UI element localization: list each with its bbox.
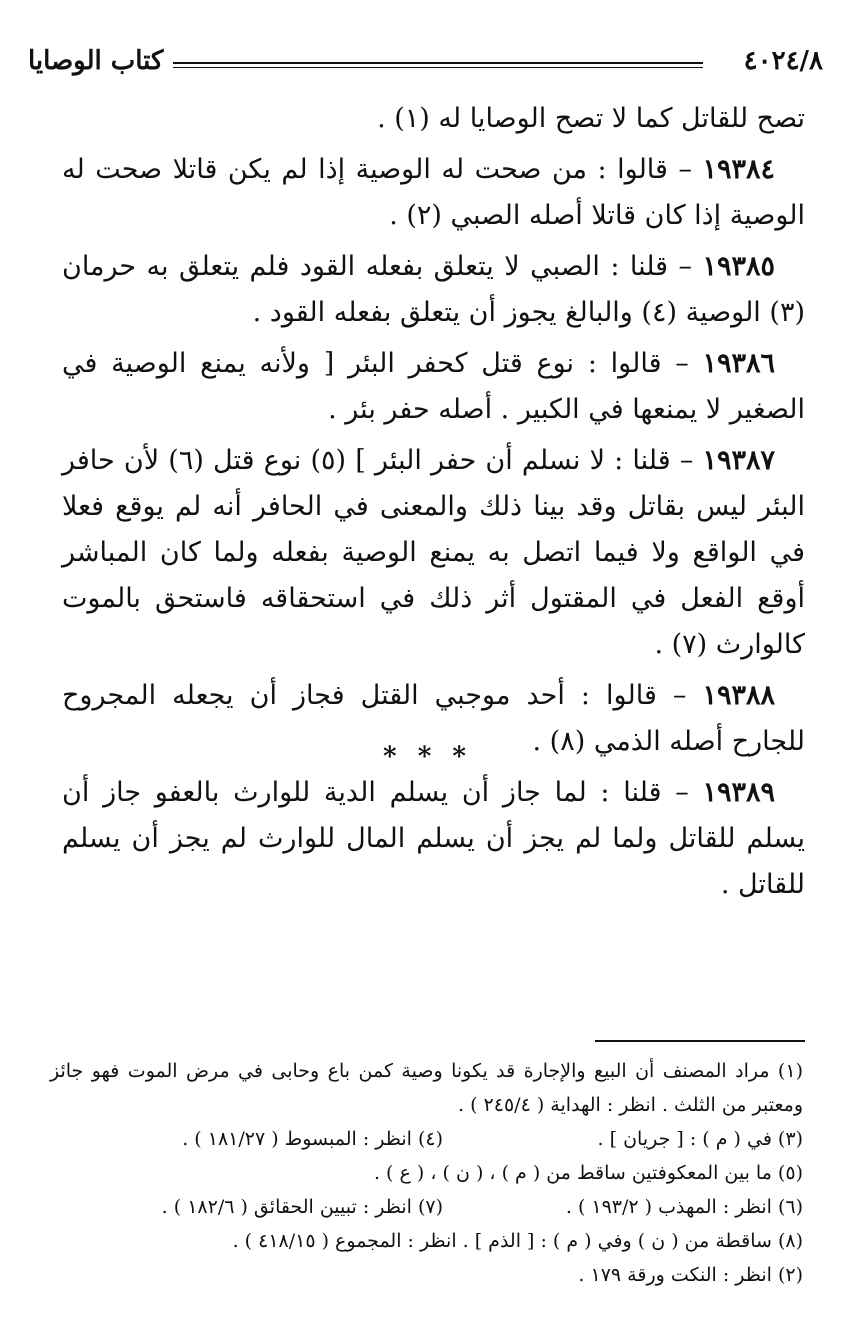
footnote: (٤) انظر : المبسوط ( ١٨١/٢٧ ) .: [182, 1128, 443, 1150]
footnote-row: [50, 1156, 803, 1190]
paragraph-text: – قلنا : لما جاز أن يسلم الدية للوارث بالعفو جاز أن يسلم للقاتل ولما لم يجز أن يسلم المال للوارث لم يجز أن يسلم للقاتل .: [62, 777, 805, 900]
paragraph-text: – قلنا : الصبي لا يتعلق بفعله القود فلم يتعلق به حرمان (٣) الوصية (٤) والبالغ يجوز أن يتعلق بفعله القود .: [62, 251, 805, 328]
footnote: (٦) انظر : المهذب ( ١٩٣/٢ ) .: [565, 1196, 803, 1218]
paragraph-number: ١٩٣٨٦: [702, 348, 775, 379]
page-number: ٤٠٢٤/٨: [743, 46, 823, 76]
paragraph: [62, 770, 805, 908]
footnote-row: [50, 1258, 803, 1292]
paragraph-number: ١٩٣٨٩: [702, 777, 775, 808]
footnote: (٣) في ( م ) : [ جريان ] .: [597, 1128, 803, 1150]
book-title: كتاب الوصايا: [28, 46, 164, 76]
paragraph-text: – قالوا : من صحت له الوصية إذا لم يكن قاتلا صحت له الوصية إذا كان قاتلا أصله الصبي (٢) .: [62, 154, 805, 231]
paragraph-number: ١٩٣٨٨: [702, 680, 775, 711]
footnote-row: [50, 1122, 803, 1156]
paragraph: [62, 438, 805, 668]
paragraph: [62, 147, 805, 239]
footnote-row: [50, 1190, 803, 1224]
footnote: (١) مراد المصنف أن البيع والإجارة قد يكونا وصية كمن باع وحابى في مرض الموت فهو جائز ومعتبر من الثلث . انظر : الهداية ( ٢٤٥/٤ ) .: [50, 1060, 803, 1116]
paragraph-number: ١٩٣٨٧: [702, 445, 776, 476]
section-separator: * * *: [383, 742, 472, 772]
paragraph: [62, 341, 805, 433]
footnote: (٨) ساقطة من ( ن ) وفي ( م ) : [ الذم ] . انظر : المجموع ( ٤١٨/١٥ ) .: [232, 1230, 803, 1252]
paragraph-text: – قلنا : لا نسلم أن حفر البئر ] (٥) نوع قتل (٦) لأن حافر البئر ليس بقاتل وقد بينا ذلك والمعنى في الحافر أنه لم يوقع فعلا في الواقع ولا فيما اتصل به يمنع الوصية بفعله ولما كان المباشر أوقع الفعل في المقتول أثر ذلك في استحقاقه فاستحق بالموت كالوارث (٧) .: [62, 445, 805, 660]
main-text: [62, 96, 805, 913]
paragraph-number: ١٩٣٨٤: [702, 154, 775, 185]
paragraph-text: – قالوا : أحد موجبي القتل فجاز أن يجعله المجروح للجارح أصله الذمي (٨) .: [62, 680, 805, 757]
footnote: (٢) انظر : النكت ورقة ١٧٩ .: [578, 1264, 803, 1286]
footnotes: [50, 1054, 803, 1292]
running-header: [28, 40, 823, 84]
footnote-row: [50, 1224, 803, 1258]
paragraph-text: تصح للقاتل كما لا تصح الوصايا له (١) .: [377, 103, 805, 134]
paragraph: [62, 244, 805, 336]
footnote: (٥) ما بين المعكوفتين ساقط من ( م ) ، ( ن ) ، ( ع ) .: [373, 1162, 803, 1184]
paragraph-text: – قالوا : نوع قتل كحفر البئر [ ولأنه يمنع الوصية في الصغير لا يمنعها في الكبير . أصله حفر بئر .: [62, 348, 805, 425]
paragraph-number: ١٩٣٨٥: [702, 251, 775, 282]
header-rule-thin: [173, 67, 703, 68]
footnote-rule: [595, 1040, 805, 1042]
paragraph: [62, 96, 805, 142]
footnote: (٧) انظر : تبيين الحقائق ( ١٨٢/٦ ) .: [161, 1196, 443, 1218]
header-rule: [173, 62, 703, 64]
